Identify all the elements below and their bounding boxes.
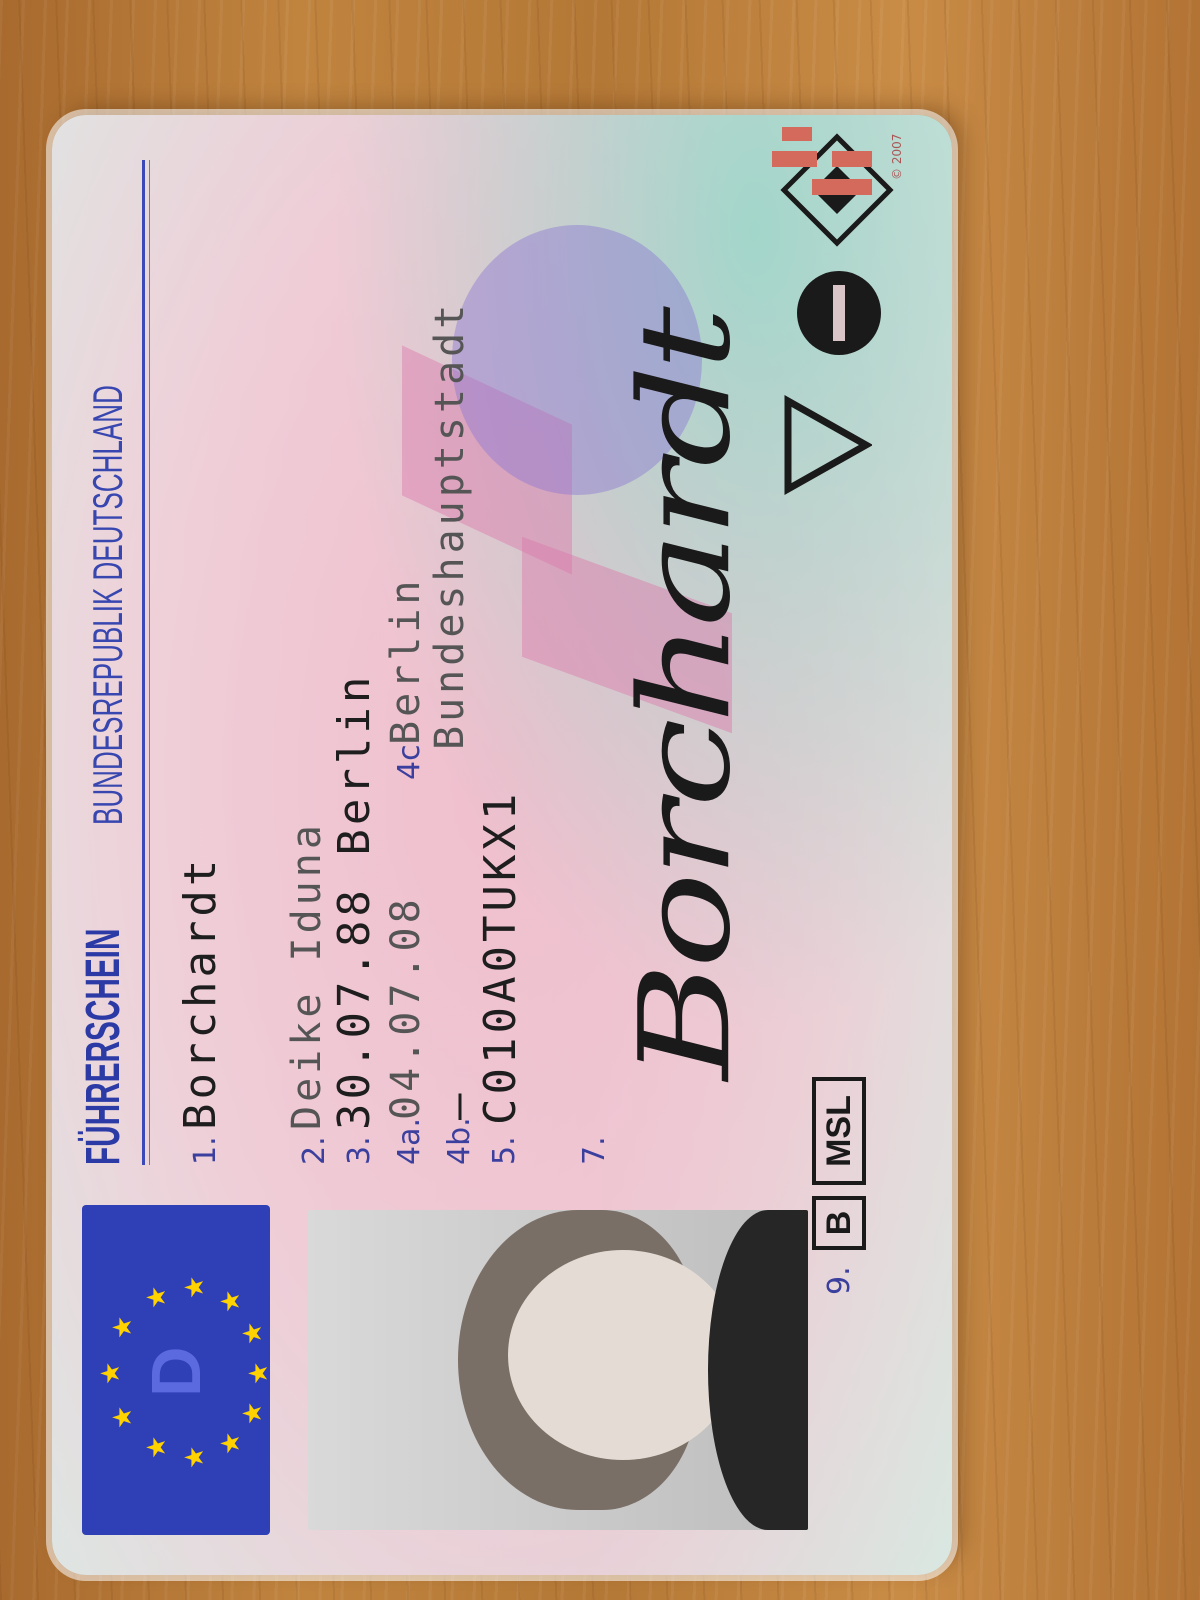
field-7-label: 7. <box>577 1136 612 1165</box>
ghost-flag-icon <box>772 125 882 195</box>
category-b-box: B <box>812 1196 866 1250</box>
field-4a-label: 4a. <box>392 1117 427 1165</box>
photo-shoulders <box>708 1210 808 1530</box>
licence-number-value: C010A0TUKX1 <box>475 789 526 1125</box>
circle-minus-icon <box>797 271 881 355</box>
star-icon: ★ <box>244 1361 274 1385</box>
field-1-label: 1. <box>188 1136 223 1165</box>
category-msl-box: MSL <box>812 1077 866 1185</box>
field-3-label: 3. <box>342 1136 377 1165</box>
holder-signature: Borchardt <box>612 312 758 1080</box>
field-5-label: 5. <box>487 1136 522 1165</box>
star-icon: ★ <box>108 1315 138 1339</box>
driving-licence-card <box>52 115 952 1575</box>
star-icon: ★ <box>180 1275 210 1299</box>
field-9-label: 9. <box>822 1266 857 1295</box>
circle-minus-bar <box>833 285 845 341</box>
star-icon: ★ <box>108 1405 138 1429</box>
surname-value: Borchardt <box>175 855 226 1130</box>
field-4c-label: 4c. <box>392 734 427 780</box>
star-icon: ★ <box>238 1401 268 1425</box>
star-icon: ★ <box>142 1285 172 1309</box>
star-icon: ★ <box>180 1445 210 1469</box>
star-icon: ★ <box>142 1435 172 1459</box>
country-name: BUNDESREPUBLIK DEUTSCHLAND <box>84 385 131 825</box>
birth-date-place-value: 30.07.88 Berlin <box>329 672 380 1130</box>
header-rule-thin <box>149 160 150 1165</box>
field-4b-label: 4b. <box>442 1117 477 1165</box>
given-names-value: Deike Iduna <box>284 821 330 1130</box>
licence-title: FÜHRERSCHEIN <box>77 928 130 1165</box>
field-2-label: 2. <box>297 1136 332 1165</box>
issue-date-value: 04.07.08 <box>383 895 429 1120</box>
country-code: D <box>137 1346 215 1397</box>
star-icon: ★ <box>96 1361 126 1385</box>
issuing-authority-value: Berlin <box>383 576 429 745</box>
issuing-authority-line2: Bundeshauptstadt <box>427 300 473 750</box>
eu-flag <box>82 1205 274 1535</box>
star-icon: ★ <box>238 1321 268 1345</box>
copyright-mark: © 2007 <box>890 133 904 180</box>
star-icon: ★ <box>216 1431 246 1455</box>
expiry-value: — <box>432 1089 483 1120</box>
photo-face <box>508 1250 738 1460</box>
triangle-icon <box>782 395 872 495</box>
star-icon: ★ <box>216 1289 246 1313</box>
holder-photo <box>308 1210 808 1530</box>
header-rule <box>142 160 145 1165</box>
